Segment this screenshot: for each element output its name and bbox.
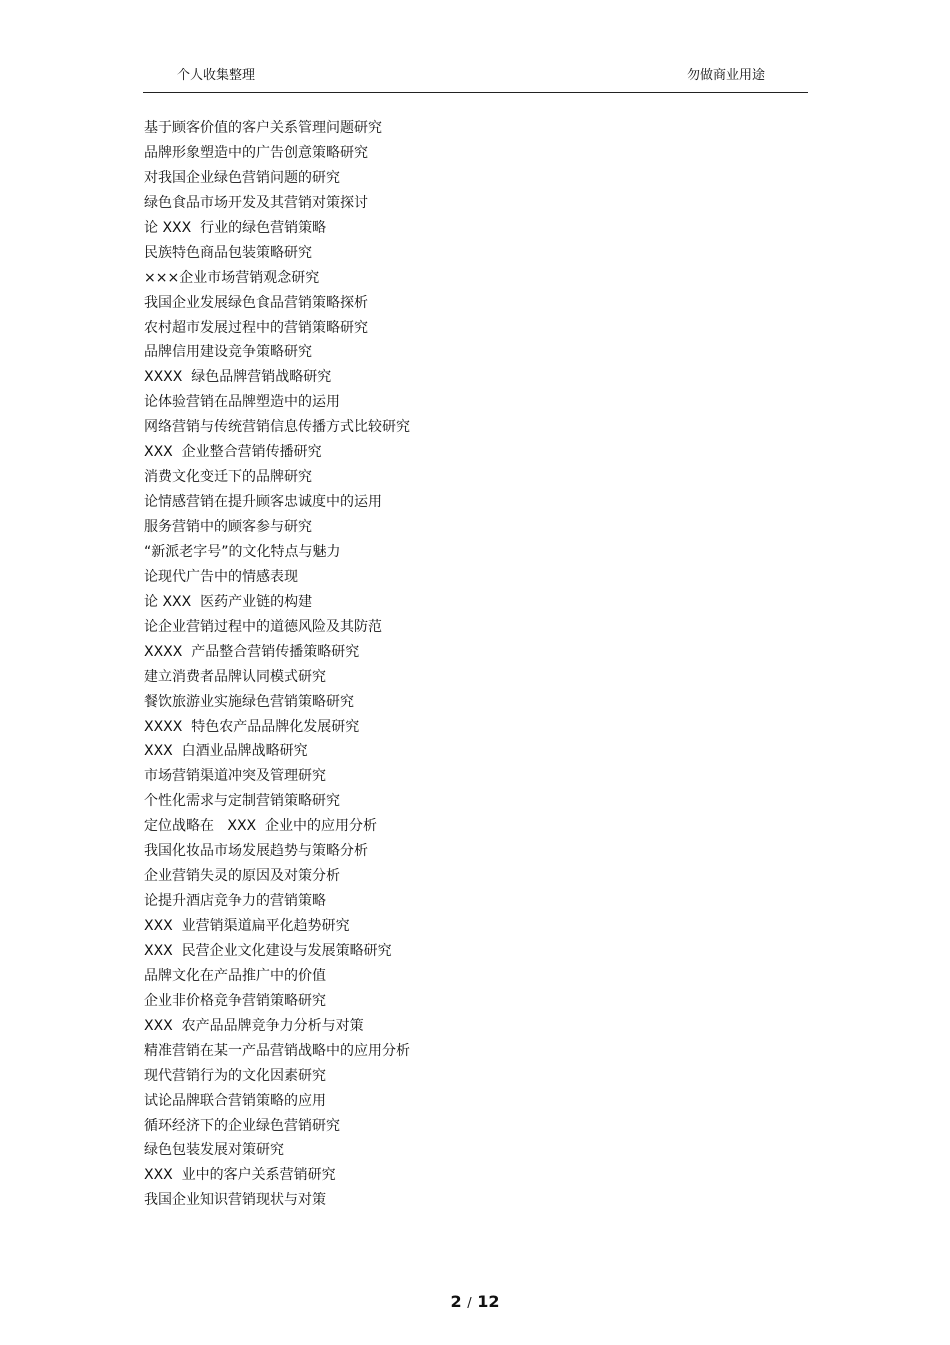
list-item: 论提升酒店竞争力的营销策略 (144, 893, 326, 910)
list-item: 民族特色商品包装策略研究 (144, 244, 312, 261)
list-item: 论体验营销在品牌塑造中的运用 (144, 394, 340, 411)
list-item: 个性化需求与定制营销策略研究 (144, 793, 340, 810)
list-item: 服务营销中的顾客参与研究 (144, 519, 312, 535)
list-item: 我国企业知识营销现状与对策 (144, 1192, 326, 1209)
page-number (0, 1292, 950, 1314)
list-item: ×××企业市场营销观念研究 (144, 269, 320, 286)
list-item: XXXX 绿色品牌营销战略研究 (144, 369, 332, 386)
list-item: 绿色食品市场开发及其营销对策探讨 (144, 194, 368, 211)
list-item: 对我国企业绿色营销问题的研究 (144, 169, 340, 186)
list-item: 基于顾客价值的客户关系管理问题研究 (144, 120, 382, 136)
list-item: 现代营销行为的文化因素研究 (144, 1067, 326, 1084)
list-item: 精准营销在某一产品营销战略中的应用分析 (144, 1042, 410, 1059)
list-item: 市场营销渠道冲突及管理研究 (144, 768, 326, 785)
list-item: XXX 民营企业文化建设与发展策略研究 (144, 942, 392, 959)
list-item: 品牌文化在产品推广中的价值 (144, 967, 326, 984)
list-item: 餐饮旅游业实施绿色营销策略研究 (144, 693, 354, 710)
list-item: 论情感营销在提升顾客忠诚度中的运用 (144, 494, 382, 511)
list-item: XXXX 特色农产品品牌化发展研究 (144, 718, 360, 735)
thesis-title-list (144, 116, 784, 1213)
list-item: 循环经济下的企业绿色营销研究 (144, 1117, 340, 1134)
list-item: 企业非价格竞争营销策略研究 (144, 992, 326, 1009)
current-page: 2 (450, 1292, 462, 1311)
list-item: 我国化妆品市场发展趋势与策略分析 (144, 843, 368, 860)
list-item: XXXX 产品整合营销传播策略研究 (144, 643, 360, 660)
total-pages: 12 (477, 1292, 500, 1311)
list-item: XXX 业中的客户关系营销研究 (144, 1167, 336, 1184)
list-item: 品牌形象塑造中的广告创意策略研究 (144, 144, 368, 161)
list-item: XXX 白酒业品牌战略研究 (144, 743, 308, 760)
list-item: XXX 业营销渠道扁平化趋势研究 (144, 918, 350, 934)
list-item: 论现代广告中的情感表现 (144, 568, 298, 585)
list-item: 农村超市发展过程中的营销策略研究 (144, 319, 368, 336)
list-item: 论 XXX 行业的绿色营销策略 (144, 219, 327, 236)
list-item: 我国企业发展绿色食品营销策略探析 (144, 294, 368, 311)
header-left-text: 个人收集整理 (177, 68, 256, 83)
list-item: 网络营销与传统营销信息传播方式比较研究 (144, 419, 410, 436)
list-item: XXX 农产品品牌竞争力分析与对策 (144, 1017, 364, 1034)
list-item: 建立消费者品牌认同模式研究 (144, 668, 326, 685)
list-item: 试论品牌联合营销策略的应用 (144, 1092, 326, 1109)
list-item: 企业营销失灵的原因及对策分析 (144, 868, 340, 885)
list-item: “新派老字号”的文化特点与魅力 (144, 543, 341, 560)
list-item: 消费文化变迁下的品牌研究 (144, 469, 312, 486)
list-item: 定位战略在 XXX 企业中的应用分析 (144, 818, 378, 835)
list-item: XXX 企业整合营销传播研究 (144, 444, 322, 461)
page-separator: / (467, 1296, 472, 1311)
list-item: 论企业营销过程中的道德风险及其防范 (144, 618, 382, 635)
page-header (143, 64, 808, 93)
list-item: 品牌信用建设竞争策略研究 (144, 344, 312, 361)
header-right-text: 勿做商业用途 (686, 68, 765, 83)
list-item: 论 XXX 医药产业链的构建 (144, 593, 313, 610)
list-item: 绿色包装发展对策研究 (144, 1142, 284, 1159)
